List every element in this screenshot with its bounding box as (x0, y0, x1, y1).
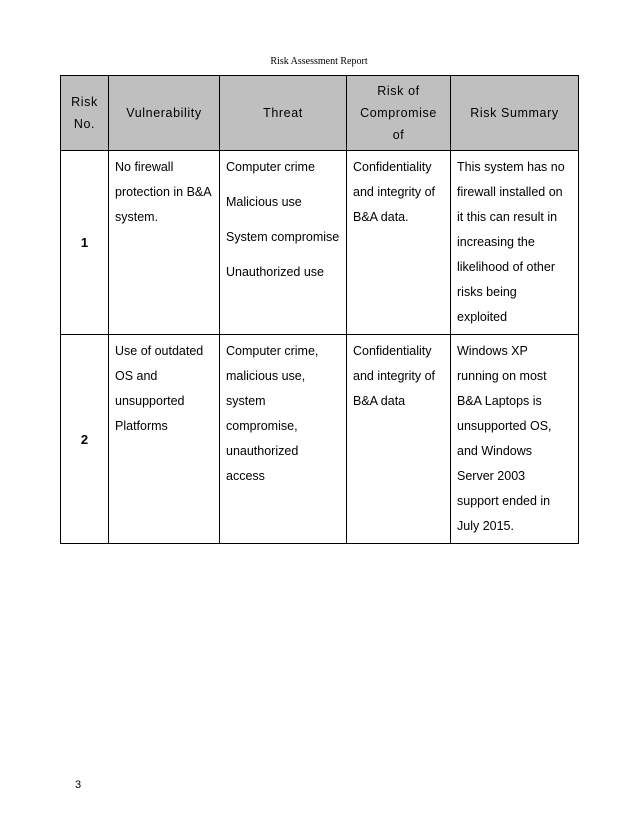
column-header-vulnerability: Vulnerability (109, 76, 220, 151)
risk-no-header-line: Risk (71, 95, 98, 109)
vulnerability-cell: Use of outdated OS and unsupported Platforms (109, 335, 220, 544)
vulnerability-cell: No firewall protection in B&A system. (109, 151, 220, 335)
page-number: 3 (75, 779, 82, 791)
column-header-risk-no (61, 76, 109, 151)
page-header: Risk Assessment Report (270, 56, 368, 67)
risk-number-cell: 1 (61, 151, 109, 335)
table-row (61, 335, 579, 544)
risk-no-header-line: No. (73, 117, 96, 131)
threat-cell: Computer crime, malicious use, system compromise, unauthorized access (220, 335, 347, 544)
table-header-row (61, 76, 579, 151)
risk-assessment-table (60, 75, 579, 544)
risk-of-compromise-cell: Confidentiality and integrity of B&A data (347, 335, 451, 544)
column-header-risk-summary: Risk Summary (451, 76, 579, 151)
risk-summary-cell: Windows XP running on most B&A Laptops is unsupported OS, and Windows Server 2003 support ended in July 2015. (451, 335, 579, 544)
risk-of-compromise-cell: Confidentiality and integrity of B&A data. (347, 151, 451, 335)
risk-number-cell: 2 (61, 335, 109, 544)
column-header-threat: Threat (220, 76, 347, 151)
column-header-risk-of-compromise: Risk of Compromise of (347, 76, 451, 151)
table-row (61, 151, 579, 335)
threat-cell: Computer crime Malicious use System compromise Unauthorized use (220, 151, 347, 335)
risk-summary-cell: This system has no firewall installed on it this can result in increasing the likelihood of other risks being exploited (451, 151, 579, 335)
